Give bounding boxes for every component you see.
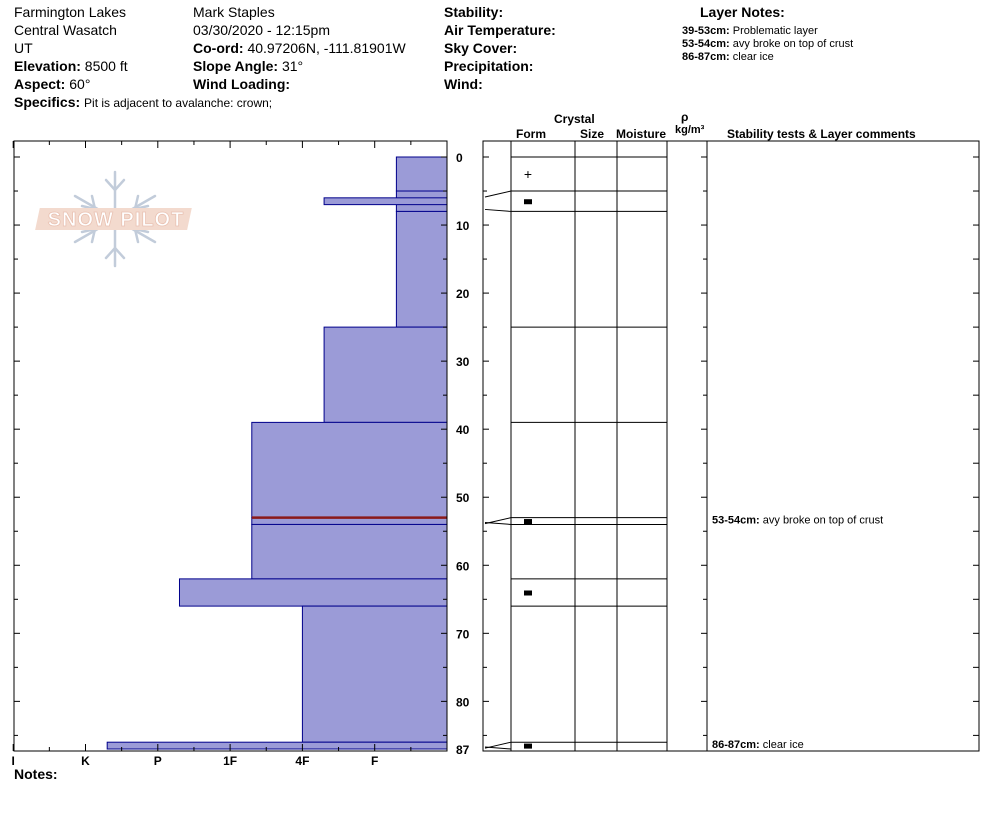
hardness-bar (252, 524, 447, 578)
observation-datetime: 03/30/2020 - 12:15pm (193, 22, 330, 38)
layer-note-range: 39-53cm: (682, 25, 730, 37)
slope-label: Slope Angle: (193, 58, 279, 74)
specifics-label: Specifics: (14, 94, 81, 110)
air-temperature-label: Air Temperature: (444, 22, 556, 38)
layer-note-range: 86-87cm: (682, 51, 730, 63)
hardness-tick-label: K (81, 754, 90, 768)
depth-tick-label: 10 (456, 219, 470, 234)
layer-comment-text: clear ice (762, 739, 804, 751)
rho-header: ρ (681, 110, 689, 124)
range-name: Central Wasatch (14, 22, 117, 38)
layer-note-range: 53-54cm: (682, 38, 730, 50)
hardness-tick-label: P (153, 754, 162, 768)
elevation-value: 8500 ft (84, 58, 128, 74)
layer-note-text: Problematic layer (732, 25, 818, 37)
layer-comment-range: 53-54cm: (712, 514, 763, 527)
elevation-label: Elevation: (14, 58, 81, 74)
layer-comment (712, 739, 804, 751)
depth-tick-label: 30 (456, 355, 470, 370)
layer-note-text: clear ice (732, 51, 774, 63)
hardness-bar (302, 606, 447, 742)
grain-form-symbol (524, 199, 532, 204)
hardness-bar (324, 198, 447, 205)
hardness-tick-label: I (11, 754, 15, 768)
aspect-label: Aspect: (14, 76, 66, 92)
hardness-tick-label: F (371, 754, 379, 768)
layer-connector (485, 747, 511, 749)
coord-value: 40.97206N, -111.81901W (247, 40, 406, 56)
depth-tick-label: 70 (456, 627, 470, 642)
grain-form-symbol (524, 519, 532, 524)
profile-table-frame (483, 141, 979, 751)
depth-tick-label: 60 (456, 559, 470, 574)
hardness-bar (179, 579, 447, 606)
hardness-bar (396, 157, 447, 191)
hardness-tick-label: 1F (223, 754, 238, 768)
sky-cover-label: Sky Cover: (444, 40, 518, 56)
layer-connector (485, 209, 511, 211)
hardness-bar (324, 327, 447, 422)
form-header: Form (516, 127, 546, 141)
snowpilot-logo (35, 172, 192, 266)
depth-tick-label: 80 (456, 695, 470, 710)
hardness-tick-label: 4F (295, 754, 310, 768)
hardness-bar (252, 422, 447, 517)
layer-comment (712, 514, 883, 526)
layer-notes-title: Layer Notes: (700, 4, 785, 20)
wind-loading-label: Wind Loading: (193, 76, 291, 92)
wind-label: Wind: (444, 76, 483, 92)
layer-note-text: avy broke on top of crust (732, 38, 854, 50)
notes-label: Notes: (14, 766, 58, 782)
slope-value: 31° (281, 58, 304, 74)
depth-tick-label: 87 (456, 743, 470, 757)
grain-form-symbol (524, 590, 532, 595)
stability-label: Stability: (444, 4, 504, 20)
observer-name: Mark Staples (193, 4, 275, 20)
aspect-value: 60° (69, 76, 91, 92)
coord-label: Co-ord: (193, 40, 244, 56)
crystal-header: Crystal (554, 112, 595, 126)
size-header: Size (580, 127, 605, 141)
depth-tick-label: 20 (456, 287, 470, 302)
comments-header: Stability tests & Layer comments (727, 127, 916, 141)
specifics-value: Pit is adjacent to avalanche: crown; (84, 96, 273, 110)
logo-text: SNOW PILOT (47, 209, 185, 231)
precipitation-label: Precipitation: (444, 58, 534, 74)
grain-form-symbol: + (523, 166, 533, 183)
layer-comment-text: avy broke on top of crust (762, 514, 884, 527)
density-unit-header: kg/m³ (675, 124, 705, 136)
hardness-bar (396, 211, 447, 327)
depth-tick-label: 40 (456, 423, 470, 438)
state-name: UT (14, 40, 33, 56)
grain-form-symbol (524, 744, 532, 749)
layer-comment-range: 86-87cm: (712, 739, 763, 751)
depth-tick-label: 50 (456, 491, 470, 506)
layer-connector (485, 522, 511, 524)
moisture-header: Moisture (616, 127, 667, 141)
layer-connector (485, 191, 511, 197)
depth-tick-label: 0 (456, 151, 463, 165)
location-name: Farmington Lakes (14, 4, 127, 20)
